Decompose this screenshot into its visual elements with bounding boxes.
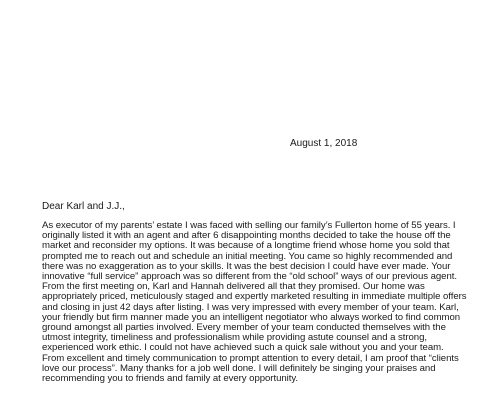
letter-date: August 1, 2018 — [290, 138, 358, 149]
body-line: As executor of my parents’ estate I was faced with selling our family’s Fullerton home of 55 years. I — [42, 220, 456, 231]
body-line: prompted me to reach out and schedule an initial meeting. You came so highly recommended and — [42, 250, 453, 262]
body-line: there was no exaggeration as to your skills. It was the best decision I could have ever made. Your — [42, 260, 451, 272]
body-line: and closing in just 42 days after listing. I was very impressed with every member of your team. Karl, — [42, 301, 459, 313]
body-line: recommending you to friends and family at every opportunity. — [42, 373, 298, 385]
body-line: your friendly but firm manner made you an intelligent negotiator who always worked to find common — [42, 311, 461, 323]
body-line: experienced work ethic. I could not have achieved such a quick sale without you and your team. — [42, 342, 444, 354]
letter-salutation: Dear Karl and J.J., — [42, 201, 125, 212]
body-line: market and reconsider my options. It was because of a longtime friend whose home you sold that — [42, 240, 450, 252]
body-line: From the first meeting on, Karl and Hannah delivered all that they promised. Our home was — [42, 281, 425, 293]
body-line: love our process”. Many thanks for a job well done. I will definitely be singing your praises and — [42, 362, 436, 374]
body-line: appropriately priced, meticulously staged and expertly marketed resulting in immediate multiple offers — [42, 291, 467, 303]
body-line: utmost integrity, timeliness and professionalism while providing astute counsel and a strong, — [42, 332, 427, 344]
body-line: From excellent and timely communication to prompt attention to every detail, I am proof that “clients — [42, 352, 459, 364]
letter-body — [42, 221, 500, 384]
body-line: originally listed it with an agent and after 6 disappointing months decided to take the house off the — [42, 230, 451, 242]
body-line: ground amongst all parties involved. Every member of your team conducted themselves with the — [42, 322, 446, 334]
body-line: innovative “full service” approach was so different from the “old school” ways of our previous agent. — [42, 271, 457, 283]
